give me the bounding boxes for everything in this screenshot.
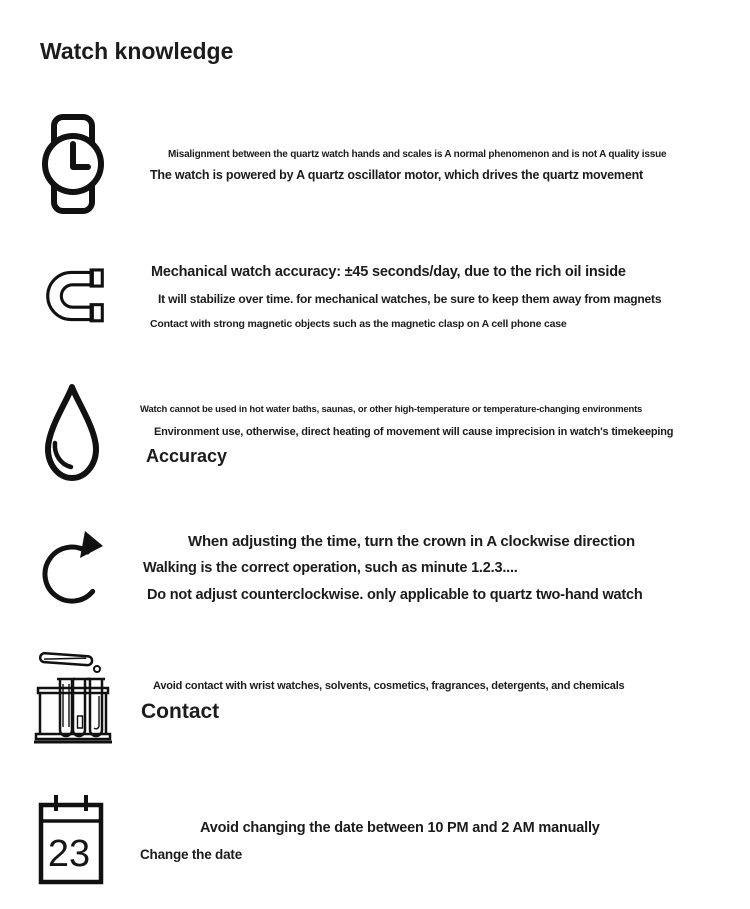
magnet-icon	[44, 266, 106, 326]
contact-heading: Contact	[141, 700, 220, 723]
clockwise-rotation-icon	[42, 528, 106, 612]
watch-section-main-text: The watch is powered by A quartz oscillator motor, which drives the quartz movement	[150, 168, 643, 182]
chemicals-section-note: Avoid contact with wrist watches, solvents, cosmetics, fragrances, detergents, and chemicals	[153, 680, 625, 692]
temperature-section-note: Watch cannot be used in hot water baths, saunas, or other high-temperature or temperature-changing environments	[140, 404, 643, 415]
magnet-section-subtext: It will stabilize over time. for mechanical watches, be sure to keep them away from magnets	[158, 292, 662, 306]
test-tubes-icon	[34, 648, 112, 744]
crown-section-headline: When adjusting the time, turn the crown in A clockwise direction	[188, 533, 635, 550]
magnet-section-note: Contact with strong magnetic objects such as the magnetic clasp on A cell phone case	[150, 318, 567, 330]
water-drop-icon	[40, 381, 104, 482]
calendar-icon	[38, 791, 104, 885]
wristwatch-icon	[40, 113, 106, 215]
crown-section-subtext: Walking is the correct operation, such as minute 1.2.3....	[143, 560, 518, 576]
watch-section-note: Misalignment between the quartz watch hands and scales is A normal phenomenon and is not A quality issue	[168, 149, 667, 160]
crown-section-note: Do not adjust counterclockwise. only applicable to quartz two-hand watch	[147, 587, 643, 603]
magnet-section-headline: Mechanical watch accuracy: ±45 seconds/day, due to the rich oil inside	[151, 264, 626, 280]
page-title: Watch knowledge	[40, 38, 234, 64]
accuracy-heading: Accuracy	[146, 446, 228, 466]
temperature-section-subtext: Environment use, otherwise, direct heating of movement will cause imprecision in watch's timekeeping	[154, 426, 674, 438]
date-section-subtext: Change the date	[140, 847, 243, 862]
date-section-headline: Avoid changing the date between 10 PM and 2 AM manually	[200, 820, 600, 836]
calendar-day-number: 23	[47, 833, 91, 875]
